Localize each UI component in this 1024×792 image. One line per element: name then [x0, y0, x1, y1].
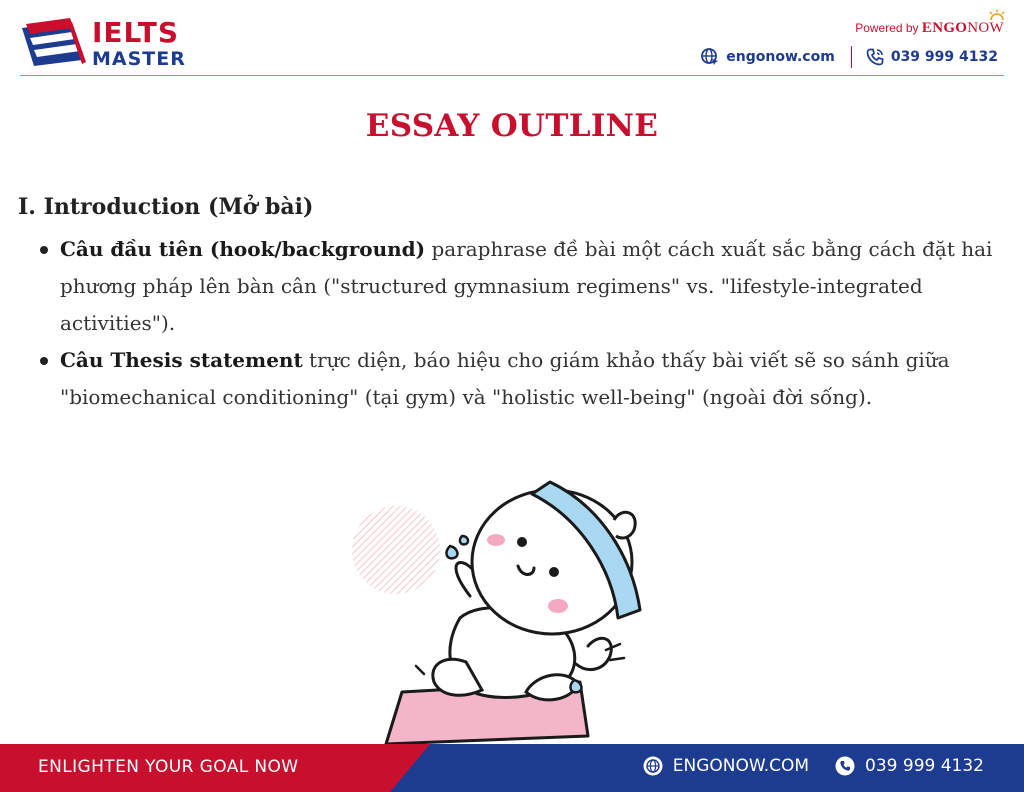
- header-divider: [851, 46, 852, 68]
- globe-icon: [643, 756, 663, 776]
- bullet-hook-label: Câu đầu tiên (hook/background): [60, 237, 426, 261]
- header-divider-line: [20, 75, 1004, 76]
- header-contact: [701, 46, 998, 68]
- bullet-thesis-text: trực diện, báo hiệu cho giám khảo thấy bài viết sẽ so sánh giữa "biomechanical conditioning" (tại gym) và "holistic well-being" (ngoài đời sống).: [60, 348, 950, 409]
- footer-bar: [0, 744, 1024, 792]
- logo-text-ielts: IELTS: [92, 16, 180, 49]
- bullet-thesis-label: Câu Thesis statement: [60, 348, 303, 372]
- bullet-dot: [40, 357, 48, 365]
- bullet-thesis: [36, 342, 1006, 416]
- bullet-hook-text: paraphrase đề bài một cách xuất sắc bằng cách đặt hai phương pháp lên bàn cân ("structured gymnasium regimens" vs. "lifestyle-integrated activities").: [60, 237, 993, 335]
- powered-by-label: [855, 20, 1004, 37]
- phone-icon: [835, 756, 855, 776]
- book-stripes-icon: [20, 18, 90, 70]
- globe-cursor-icon: [701, 48, 719, 66]
- page-title: ESSAY OUTLINE: [365, 108, 659, 144]
- section-heading-introduction: I. Introduction (Mở bài): [18, 194, 314, 220]
- bullet-hook: [36, 231, 1006, 342]
- header-website-link[interactable]: engonow.com: [726, 49, 835, 65]
- header-phone-link[interactable]: 039 999 4132: [890, 49, 998, 65]
- engonow-brand: [922, 20, 1004, 36]
- powered-by-prefix: Powered by: [855, 21, 922, 35]
- brand-now: NOW: [967, 20, 1004, 36]
- phone-icon: [866, 48, 884, 66]
- introduction-bullet-list: [36, 231, 1006, 416]
- logo-text-master: MASTER: [92, 48, 186, 70]
- exercising-mascot-icon: [350, 478, 650, 746]
- footer-website-link[interactable]: ENGONOW.COM: [672, 756, 810, 776]
- ielts-master-logo: [20, 16, 190, 74]
- bullet-dot: [40, 246, 48, 254]
- footer-contact: [643, 756, 984, 776]
- footer-phone-link[interactable]: 039 999 4132: [865, 756, 984, 776]
- footer-slogan: ENLIGHTEN YOUR GOAL NOW: [38, 757, 299, 777]
- brand-engo: ENGO: [921, 20, 968, 36]
